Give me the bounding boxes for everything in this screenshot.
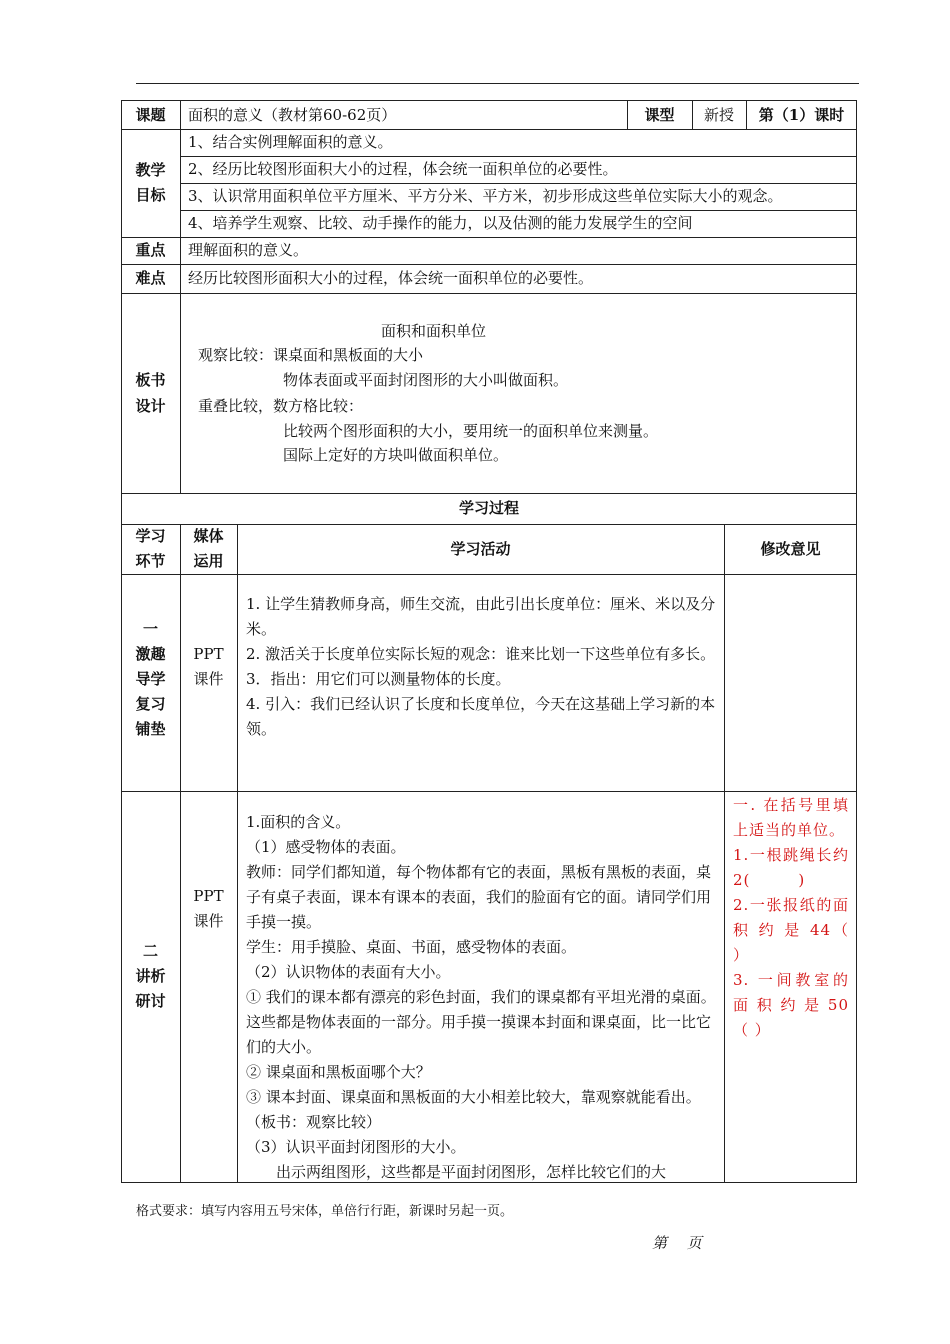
board-title: 面积和面积单位: [381, 322, 487, 340]
key-point-text: 理解面积的意义。: [188, 241, 309, 259]
goals-label-line1: 教学: [135, 161, 166, 179]
page-number: 第 页: [652, 1234, 702, 1252]
board-line: 国际上定好的方块叫做面积单位。: [283, 446, 509, 464]
topic-title: 面积的意义（教材第60-62页）: [188, 106, 397, 124]
revision-item: 1.一根跳绳长约2( ): [733, 846, 849, 889]
goal-item: 3、认识常用面积单位平方厘米、平方分米、平方米，初步形成这些单位实际大小的观念。: [188, 187, 783, 205]
activity-item: 2. 激活关于长度单位实际长短的观念：谁来比划一下这些单位有多长。: [246, 645, 716, 663]
activity-item: ③ 课本封面、课桌面和黑板面的大小相差比较大，靠观察就能看出。（板书：观察比较）: [246, 1088, 701, 1131]
goal-item: 2、经历比较图形面积大小的过程，体会统一面积单位的必要性。: [188, 160, 618, 178]
key-point-label: 重点: [135, 241, 166, 259]
activity-item: （2）认识物体的表面有大小。: [246, 963, 451, 981]
activity-item: 教师：同学们都知道，每个物体都有它的表面，黑板有黑板的表面，桌子有桌子表面，课本有课本的表面，我们的脸面有它的面。请同学们用手摸一摸。: [246, 863, 712, 931]
stage2-revision: [733, 793, 849, 1043]
revision-item: 2.一张报纸的面 积 约 是 44（ ）: [733, 896, 849, 964]
stage1-name: 铺垫: [135, 720, 166, 738]
stage2-activities: [246, 810, 718, 1182]
difficulty-text: 经历比较图形面积大小的过程，体会统一面积单位的必要性。: [188, 269, 594, 287]
col-divider: [724, 524, 725, 1183]
stage1-name: 复习: [135, 695, 166, 713]
col-divider: [180, 100, 181, 493]
stage2-media: 课件: [193, 912, 224, 930]
col-divider: [180, 524, 181, 1183]
stage2-name: 讲析: [135, 967, 166, 985]
activity-item: 1.面积的含义。: [246, 813, 351, 831]
row-divider: [121, 264, 857, 265]
col-media-line1: 媒体: [193, 527, 224, 545]
period-value: 第（1）课时: [758, 106, 845, 124]
stage1-media: PPT: [193, 645, 224, 663]
stage2-name: 二: [142, 942, 158, 960]
board-label-line2: 设计: [135, 397, 166, 415]
stage1-name: 一: [142, 620, 158, 638]
stage2-media: PPT: [193, 887, 224, 905]
row-divider: [121, 293, 857, 294]
board-line: 物体表面或平面封闭图形的大小叫做面积。: [283, 371, 569, 389]
stage1-activities: [246, 592, 718, 742]
topic-label: 课题: [135, 106, 166, 124]
goal-item: 4、培养学生观察、比较、动手操作的能力，以及估测的能力发展学生的空间: [188, 214, 693, 232]
revision-item: 一. 在括号里填上适当的单位。: [733, 796, 849, 839]
activity-item: 学生：用手摸脸、桌面、书面，感受物体的表面。: [246, 938, 577, 956]
format-note: 格式要求：填写内容用五号宋体，单倍行行距，新课时另起一页。: [136, 1204, 514, 1219]
activity-item: 4. 引入：我们已经认识了长度和长度单位，今天在这基础上学习新的本领。: [246, 695, 716, 738]
activity-item: ② 课桌面和黑板面哪个大？: [246, 1063, 431, 1081]
type-label: 课型: [644, 106, 675, 124]
header-rule: [136, 83, 859, 84]
difficulty-label: 难点: [135, 269, 166, 287]
stage1-name: 激趣: [135, 645, 166, 663]
type-value: 新授: [703, 106, 734, 124]
process-title: 学习过程: [458, 499, 519, 517]
activity-item: 3．指出：用它们可以测量物体的长度。: [246, 670, 511, 688]
activity-item: （3）认识平面封闭图形的大小。: [246, 1138, 466, 1156]
goals-label-line2: 目标: [135, 186, 166, 204]
board-line: 比较两个图形面积的大小，要用统一的面积单位来测量。: [283, 422, 659, 440]
activity-item: ① 我们的课本都有漂亮的彩色封面，我们的课桌都有平坦光滑的桌面。这些都是物体表面的一部分。用手摸一摸课本封面和课桌面，比一比它们的大小。: [246, 988, 716, 1056]
row-divider: [121, 574, 857, 575]
row-divider: [121, 493, 857, 494]
stage1-media: 课件: [193, 670, 224, 688]
goal-item: 1、结合实例理解面积的意义。: [188, 133, 393, 151]
revision-item: 3. 一间教室的面 积 约 是 50（ ）: [733, 971, 849, 1039]
col-activity: 学习活动: [450, 540, 511, 558]
stage2-name: 研讨: [135, 992, 166, 1010]
col-media-line2: 运用: [193, 552, 224, 570]
col-revision: 修改意见: [760, 540, 821, 558]
board-label-line1: 板书: [135, 371, 166, 389]
activity-item: （1）感受物体的表面。: [246, 838, 406, 856]
board-line: 观察比较：课桌面和黑板面的大小: [198, 346, 424, 364]
activity-item: 1. 让学生猜教师身高，师生交流，由此引出长度单位：厘米、米以及分米。: [246, 595, 716, 638]
col-stage-line2: 环节: [135, 552, 166, 570]
stage1-name: 导学: [135, 670, 166, 688]
col-divider: [237, 524, 238, 1183]
col-stage-line1: 学习: [135, 527, 166, 545]
board-line: 重叠比较，数方格比较：: [198, 397, 364, 415]
activity-item: 出示两组图形，这些都是平面封闭图形，怎样比较它们的大: [276, 1163, 667, 1181]
row-divider: [121, 791, 857, 792]
